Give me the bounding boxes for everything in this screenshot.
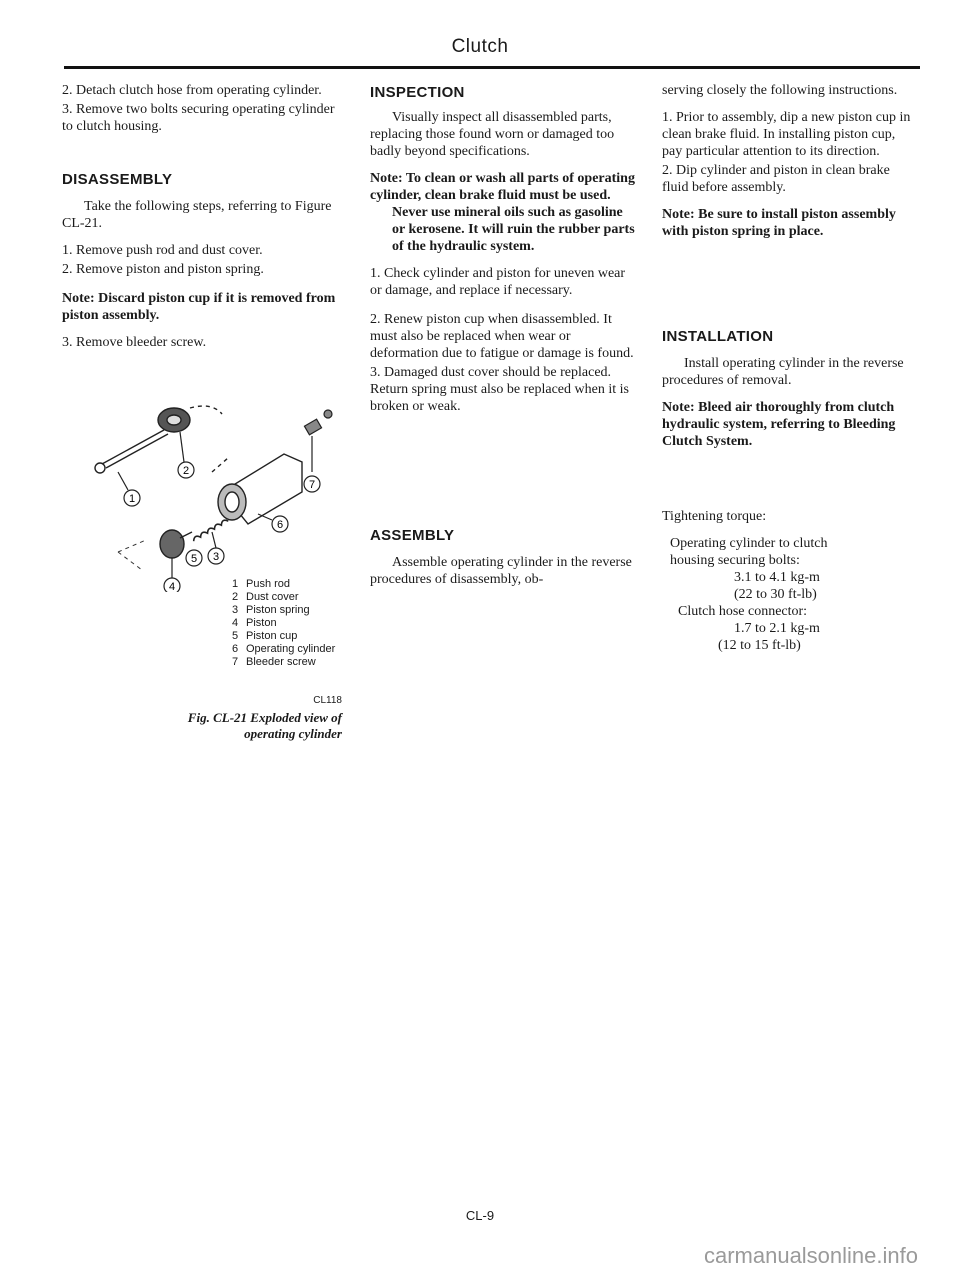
note-text-2: Never use mineral oils such as gasoline or kerosene. It will ruin the rubber parts of the hydraulic system. <box>392 205 635 254</box>
installation-intro: Install operating cylinder in the reverse procedures of removal. <box>662 356 904 388</box>
inspection-note <box>370 170 638 255</box>
figure-caption-line-2: operating cylinder <box>244 726 342 741</box>
callout-3-label: 3 <box>212 551 220 563</box>
removal-step-2: 2. Detach clutch hose from operating cylinder. <box>62 83 322 98</box>
torque-item-2-imperial: (12 to 15 ft-lb) <box>718 638 801 653</box>
bleeder-screw-part <box>304 410 332 472</box>
assembly-intro: Assemble operating cylinder in the reverse procedures of disassembly, ob- <box>370 555 632 587</box>
installation-note <box>662 399 918 450</box>
torque-item-2-label: Clutch hose connector: <box>678 604 808 619</box>
torque-title: Tightening torque: <box>662 509 767 524</box>
callout-4-label: 4 <box>168 581 176 592</box>
callout-2-label: 2 <box>182 465 190 477</box>
callout-7-label: 7 <box>308 479 316 491</box>
legend-row: 2 Dust cover <box>232 591 299 603</box>
callout-6-label: 6 <box>276 519 284 531</box>
figure-cl-21 <box>62 392 352 752</box>
header-rule <box>64 66 920 69</box>
inspection-step-3: 3. Damaged dust cover should be replaced. Return spring must also be replaced when it is broken or weak. <box>370 365 629 414</box>
removal-step-3: 3. Remove two bolts securing operating cylinder to clutch housing. <box>62 102 335 134</box>
assembly-heading: ASSEMBLY <box>370 527 455 544</box>
assembly-continuation: serving closely the following instructions. <box>662 83 898 98</box>
piston-spring-part <box>192 519 228 542</box>
column-3 <box>662 82 918 654</box>
note-label: Note: <box>662 207 695 222</box>
figure-legend <box>232 578 335 669</box>
note-text: Discard piston cup if it is removed from piston assembly. <box>62 291 336 323</box>
torque-item-1-label: Operating cylinder to clutch housing securing bolts: <box>670 536 828 568</box>
assembly-step-1: 1. Prior to assembly, dip a new piston cup in clean brake fluid. In installing piston cup, pay particular attention to its direction. <box>662 110 911 159</box>
inspection-intro: Visually inspect all disassembled parts, replacing those found worn or damaged too badly beyond specifications. <box>370 110 615 159</box>
note-text: Bleed air thoroughly from clutch hydraulic system, referring to Bleeding Clutch System. <box>662 400 896 449</box>
torque-item-1-imperial: (22 to 30 ft-lb) <box>734 587 817 602</box>
note-label: Note: <box>370 171 403 186</box>
column-2 <box>370 82 638 598</box>
watermark: carmanualsonline.info <box>703 1243 918 1268</box>
inspection-step-2: 2. Renew piston cup when disassembled. It must also be replaced when wear or deformation due to fatigue or damage is found. <box>370 312 634 361</box>
torque-item-1-metric: 3.1 to 4.1 kg-m <box>734 570 820 585</box>
note-label: Note: <box>662 400 695 415</box>
note-text: Be sure to install piston assembly with piston spring in place. <box>662 207 896 239</box>
note-label: Note: <box>62 291 95 306</box>
callout-5-label: 5 <box>190 553 198 565</box>
installation-heading: INSTALLATION <box>662 328 774 345</box>
disassembly-step-3: 3. Remove bleeder screw. <box>62 335 207 350</box>
legend-row: 1 Push rod <box>232 578 291 590</box>
legend-row: 5 Piston cup <box>232 630 298 642</box>
push-rod-part <box>95 430 168 473</box>
legend-row: 4 Piston <box>232 617 277 629</box>
inspection-step-1: 1. Check cylinder and piston for uneven wear or damage, and replace if necessary. <box>370 266 626 298</box>
assembly-note <box>662 206 918 240</box>
figure-number: Fig. CL-21 <box>187 710 248 725</box>
exploded-view-drawing <box>62 392 352 592</box>
callout-6 <box>258 514 288 532</box>
figure-caption-line-1: Exploded view of <box>250 710 342 725</box>
assembly-step-2: 2. Dip cylinder and piston in clean brake fluid before assembly. <box>662 163 890 195</box>
legend-row: 3 Piston spring <box>232 604 310 616</box>
note-text-1: To clean or wash all parts of operating cylinder, clean brake fluid must be used. <box>370 171 635 203</box>
dust-cover-part <box>158 406 222 432</box>
callout-1-label: 1 <box>128 493 136 505</box>
figure-caption <box>188 710 342 742</box>
assembly-guide-line <box>118 540 146 570</box>
legend-row: 7 Bleeder screw <box>232 656 316 668</box>
disassembly-heading: DISASSEMBLY <box>62 171 173 188</box>
figure-code: CL118 <box>313 695 342 706</box>
disassembly-step-1: 1. Remove push rod and dust cover. <box>62 243 263 258</box>
legend-row: 6 Operating cylinder <box>232 643 336 655</box>
tightening-torque-spec <box>662 508 918 654</box>
page-header-title: Clutch <box>451 36 509 57</box>
operating-cylinder-part <box>212 454 302 524</box>
disassembly-note <box>62 290 345 324</box>
page-number: CL-9 <box>465 1208 495 1223</box>
column-1 <box>62 82 345 361</box>
disassembly-step-2: 2. Remove piston and piston spring. <box>62 262 264 277</box>
torque-item-2-metric: 1.7 to 2.1 kg-m <box>734 621 820 636</box>
disassembly-intro: Take the following steps, referring to Figure CL-21. <box>62 199 332 231</box>
inspection-heading: INSPECTION <box>370 84 465 101</box>
